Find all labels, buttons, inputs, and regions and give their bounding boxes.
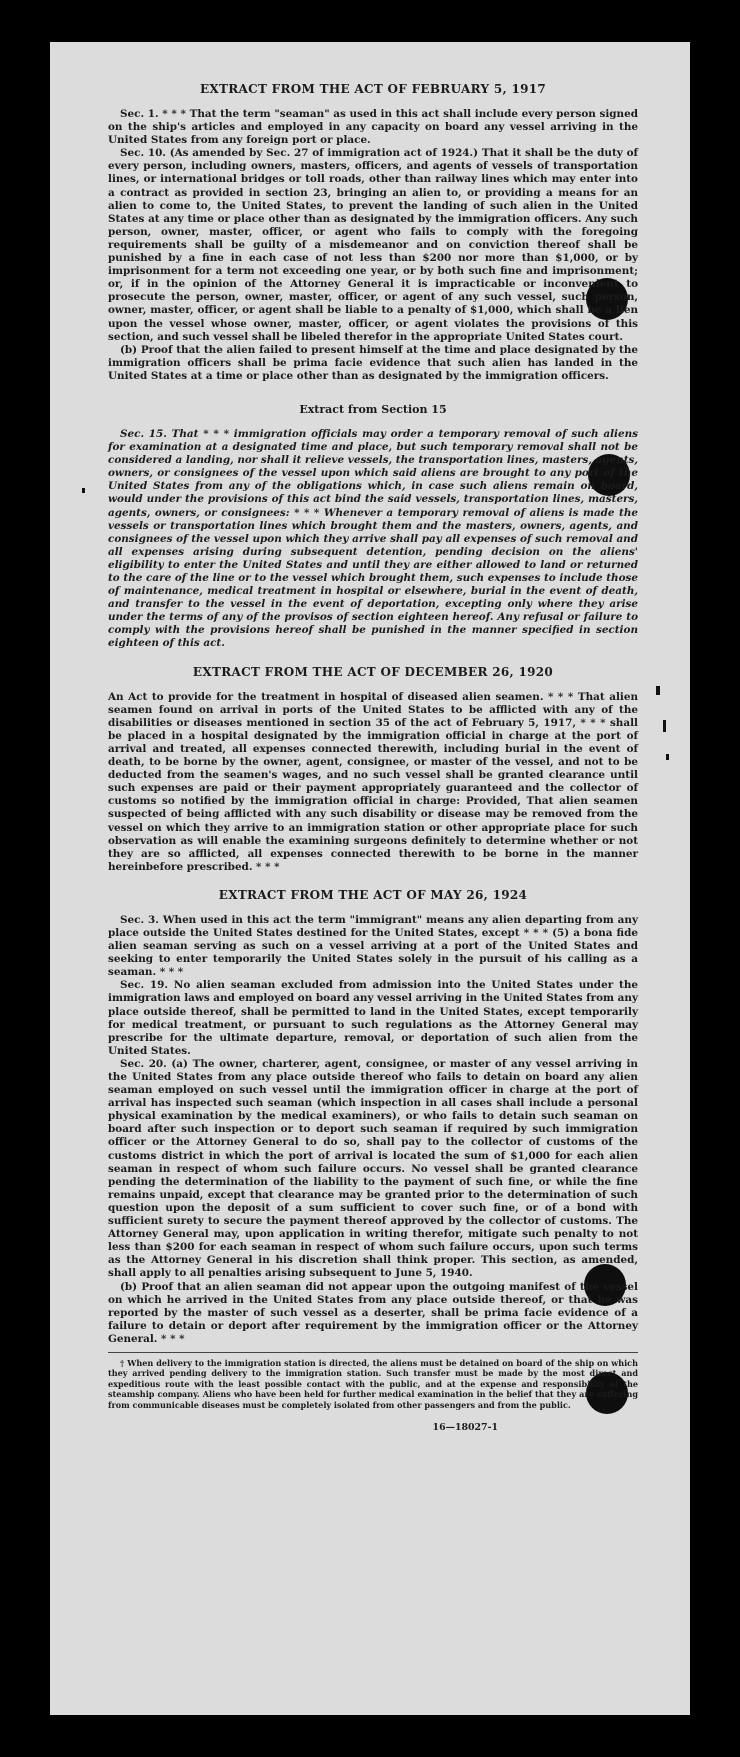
ink-mark [663,720,666,732]
paragraph-sec-3: Sec. 3. When used in this act the term "immigrant" means any alien departing from any place outside the United States destined for the United States, except * * * (5) a bona fide alien seaman serving as such on a vessel arriving at a port of the United States and seeking to enter temporarily the United States solely in the pursuit of his calling as a seaman. * * * [108,913,638,979]
paragraph-sec-19: Sec. 19. No alien seaman excluded from admission into the United States under the immigration laws and employed on board any vessel arriving in the United States from any place outside thereof, shall be permitted to land in the United States, except temporarily for medical treatment, or pursuant to such regulations as the Attorney General may prescribe for the ultimate departure, removal, or deportation of such alien from the United States. [108,979,638,1057]
paragraph-sec-10: Sec. 10. (As amended by Sec. 27 of immigration act of 1924.) That it shall be the duty of every person, including owners, masters, officers, and agents of vessels of transportation lines, or international bridges or toll roads, other than railway lines which may enter into a contract as provided in section 23, bringing an alien to, or providing a means for an alien to come to, the United States, to prevent the landing of such alien in the United States at any time or place other than as designated by the immigration officers. Any such person, owner, master, officer, or agent who fails to comply with the foregoing requirements shall be guilty of a misdemeanor and on conviction thereof shall be punished by a fine in each case of not less than $200 nor more than $1,000, or by imprisonment for a term not exceeding one year, or by both such fine and imprisonment; or, if in the opinion of the Attorney General it is impracticable or inconvenient to prosecute the person, owner, master, officer, or agent of any such vessel, such person, owner, master, officer, or agent shall be liable to a penalty of $1,000, which shall be a lien upon the vessel whose owner, master, officer, or agent violates the provisions of this section, and such vessel shall be libeled therefor in the appropriate United States court. [108,147,638,343]
section-heading: Extract from Section 15 [299,402,447,416]
document-content [108,82,638,1433]
ink-mark [666,754,669,760]
footnote: † When delivery to the immigration station is directed, the aliens must be detained on board of the ship on which they arrived pending delivery to the immigration station. Such transfer must be made by the most direct and expeditious route with the least possible contact with the public, and at the expense and responsibility of the steamship company. Aliens who have been held for further medical examination in the belief that they are suffering from communicable diseases must be completely isolated from other passengers and from the public. [108,1357,638,1410]
section-heading: EXTRACT FROM THE ACT OF DECEMBER 26, 1920 [192,664,554,679]
ink-mark [656,686,660,695]
paragraph-sec-10-b: (b) Proof that the alien failed to present himself at the time and place designated by the immigration officers shall be prima facie evidence that such alien has landed in the United States at a time or place other than as designated by the immigration officers. [108,343,638,382]
section-heading: EXTRACT FROM THE ACT OF MAY 26, 1924 [218,887,528,902]
paragraph-sec-20: Sec. 20. (a) The owner, charterer, agent, consignee, or master of any vessel arriving in the United States from any place outside thereof who fails to detain on board any alien seaman employed on such vessel until the immigration officer in charge at the port of arrival has inspected such seaman (which inspection in all cases shall include a personal physical examination by the medical examiners), or who fails to detain such seaman on board after such inspection or to deport such seaman if required by such immigration officer or the Attorney General to do so, shall pay to the collector of customs of the customs district in which the port of arrival is located the sum of $1,000 for each alien seaman in respect of whom such failure occurs. No vessel shall be granted clearance pending the determination of the liability to the payment of such fine, or while the fine remains unpaid, except that clearance may be granted prior to the determination of such question upon the deposit of a sum sufficient to cover such fine, or of a bond with sufficient surety to secure the payment thereof approved by the collector of customs. The Attorney General may, upon application in writing therefor, mitigate such penalty to not less than $200 for each seaman in respect of whom such failure occurs, upon such terms as the Attorney General in his discretion shall think proper. This section, as amended, shall apply to all penalties arising subsequent to June 5, 1940. [108,1057,638,1280]
section-heading: EXTRACT FROM THE ACT OF FEBRUARY 5, 1917 [199,82,547,96]
paragraph-sec-15: Sec. 15. That * * * immigration officials may order a temporary removal of such aliens for examination at a designated time and place, but such temporary removal shall not be considered a landing, nor shall it relieve vessels, the transportation lines, masters, agents, owners, or consignees of the vessel upon which said aliens are brought to any port of the United States from any of the obligations which, in case such aliens remain on board, would under the provisions of this act bind the said vessels, transportation lines, masters, agents, owners, or consignees: * * * Whenever a temporary removal of aliens is made the vessels or transportation lines which brought them and the masters, owners, agents, and consignees of the vessel upon which they arrive shall pay all expenses of such removal and all expenses arising during subsequent detention, pending decision on the aliens' eligibility to enter the United States and until they are either allowed to land or returned to the care of the line or to the vessel which brought them, such expenses to include those of maintenance, medical treatment in hospital or elsewhere, burial in the event of death, and transfer to the vessel in the event of deportation, excepting only where they arise under the terms of any of the provisos of section eighteen hereof. Any refusal or failure to comply with the provisions hereof shall be punished in the manner specified in section eighteen of this act. [108,427,638,650]
document-page [50,42,690,1715]
paragraph-act-1920: An Act to provide for the treatment in hospital of diseased alien seamen. * * * That alien seamen found on arrival in ports of the United States to be afflicted with any of the disabilities or diseases mentioned in section 35 of the act of February 5, 1917, * * * shall be placed in a hospital designated by the immigration official in charge at the port of arrival and treated, all expenses connected therewith, including burial in the event of death, to be borne by the owner, agent, consignee, or master of the vessel, and not to be deducted from the seamen's wages, and no such vessel shall be granted clearance until such expenses are paid or their payment appropriately guaranteed and the collector of customs so notified by the immigration official in charge: Provided, That alien seamen suspected of being afflicted with any such disability or disease may be removed from the vessel on which they arrive to an immigration station or other appropriate place for such observation as will enable the examining surgeons definitely to determine whether or not they are so afflicted, all expenses connected therewith to be borne in the manner hereinbefore prescribed. * * * [108,690,638,873]
ink-mark [82,488,85,493]
paragraph-sec-1: Sec. 1. * * * That the term "seaman" as used in this act shall include every person signed on the ship's articles and employed in any capacity on board any vessel arriving in the United States from any foreign port or place. [108,108,638,147]
paragraph-sec-20-b: (b) Proof that an alien seaman did not appear upon the outgoing manifest of the vessel on which he arrived in the United States from any place outside thereof, or that he was reported by the master of such vessel as a deserter, shall be prima facie evidence of a failure to detain or deport after requirement by the immigration officer or the Attorney General. * * * [108,1280,638,1345]
form-number: 16—18027-1 [432,1422,498,1433]
